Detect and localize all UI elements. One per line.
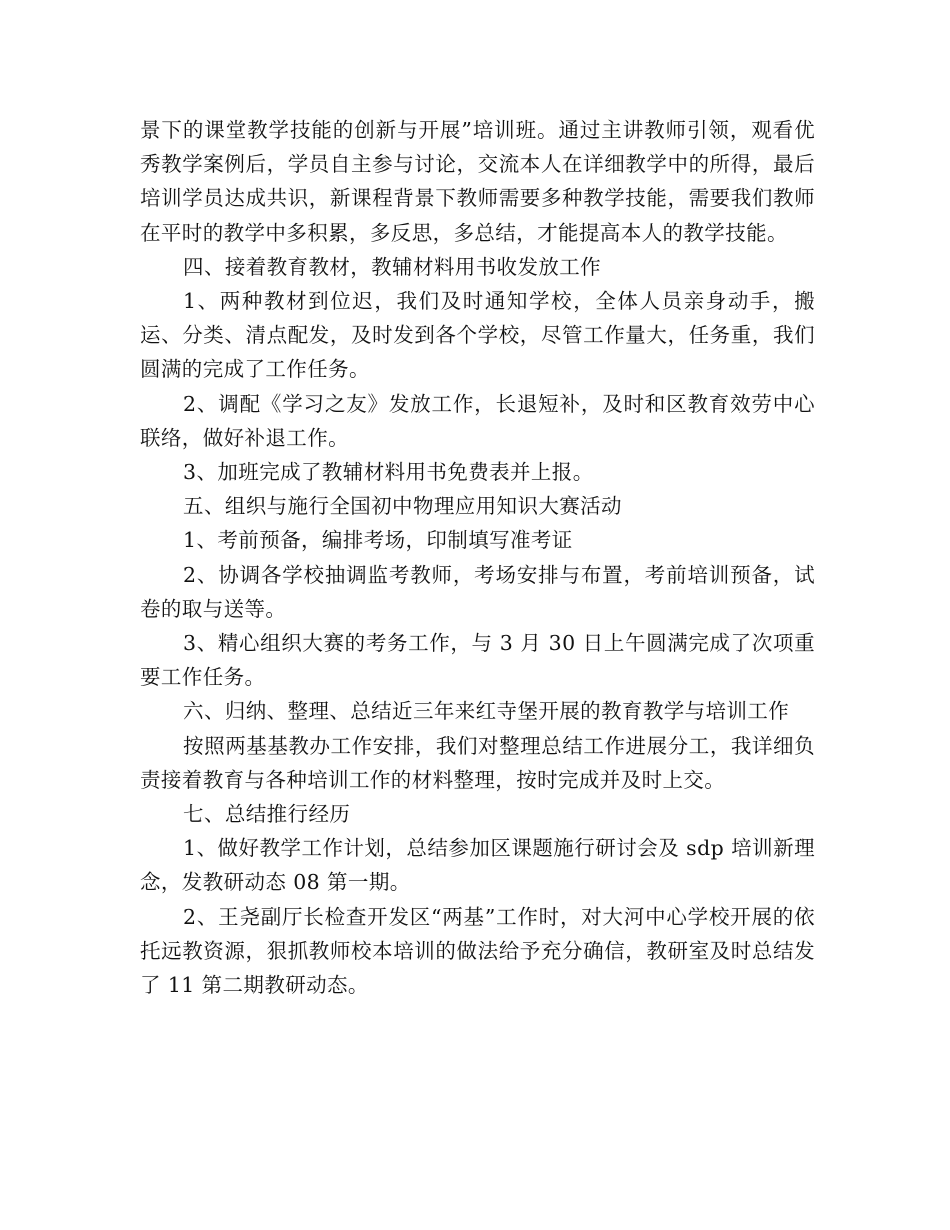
section-heading-6: 六、归纳、整理、总结近三年来红寺堡开展的教育教学与培训工作 bbox=[183, 699, 790, 724]
section-heading-7: 七、总结推行经历 bbox=[183, 802, 351, 827]
paragraph-4-1: 1、两种教材到位迟，我们及时通知学校，全体人员亲身动手，搬运、分类、清点配发，及时发到各个学校，尽管工作量大，任务重，我们圆满的完成了工作任务。 bbox=[140, 289, 815, 382]
paragraph-7-1: 1、做好教学工作计划，总结参加区课题施行研讨会及 sdp 培训新理念，发教研动态 08 第一期。 bbox=[140, 836, 815, 895]
paragraph-5-1: 1、考前预备，编排考场，印制填写准考证 bbox=[183, 528, 573, 553]
document-body bbox=[140, 113, 815, 1002]
paragraph-7-2: 2、王尧副厅长检查开发区“两基”工作时，对大河中心学校开展的依托远教资源，狠抓教师校本培训的做法给予充分确信，教研室及时总结发了 11 第二期教研动态。 bbox=[140, 904, 815, 998]
paragraph-4-3: 3、加班完成了教辅材料用书免费表并上报。 bbox=[183, 460, 594, 485]
paragraph-1: 景下的课堂教学技能的创新与开展”培训班。通过主讲教师引领，观看优秀教学案例后，学员自主参与讨论，交流本人在详细教学中的所得，最后培训学员达成共识，新课程背景下教师需要多种教学技能，需要我们教师在平时的教学中多积累，多反思，多总结，才能提高本人的教学技能。 bbox=[140, 118, 815, 245]
paragraph-6-1: 按照两基基教办工作安排，我们对整理总结工作进展分工，我详细负责接着教育与各种培训工作的材料整理，按时完成并及时上交。 bbox=[140, 733, 815, 792]
paragraph-5-3: 3、精心组织大赛的考务工作，与 3 月 30 日上午圆满完成了次项重要工作任务。 bbox=[140, 631, 815, 690]
paragraph-4-2: 2、调配《学习之友》发放工作，长退短补，及时和区教育效劳中心联络，做好补退工作。 bbox=[140, 391, 815, 450]
paragraph-5-2: 2、协调各学校抽调监考教师，考场安排与布置，考前培训预备，试卷的取与送等。 bbox=[140, 562, 815, 621]
section-heading-4: 四、接着教育教材，教辅材料用书收发放工作 bbox=[183, 254, 602, 279]
section-heading-5: 五、组织与施行全国初中物理应用知识大赛活动 bbox=[183, 494, 622, 519]
